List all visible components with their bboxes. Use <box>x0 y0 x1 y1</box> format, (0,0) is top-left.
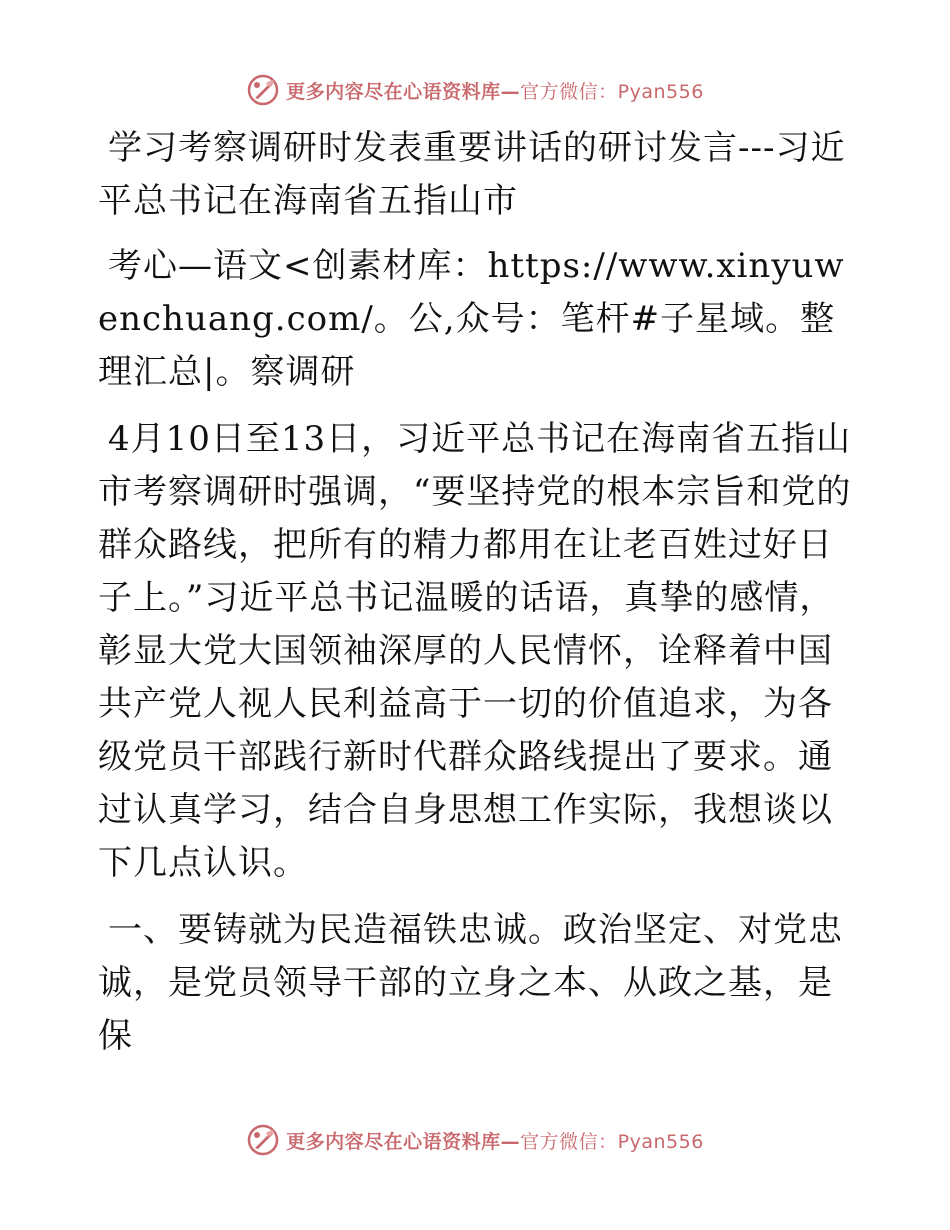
quill-pen-logo-icon <box>246 73 280 107</box>
paragraph-2-text: 一、要铸就为民造福铁忠诚。政治坚定、对党忠诚，是党员领导干部的立身之本、从政之基，是保 <box>98 910 843 1056</box>
document-title <box>98 122 858 228</box>
footer-banner-title: 更多内容尽在心语资料库 <box>286 1130 501 1153</box>
source-note-text: 考心—语文<创素材库：https://www.xinyuwenchuang.com/。公,众号：笔杆#子星域。整理汇总|。察调研 <box>98 246 845 392</box>
paragraph-2 <box>98 904 858 1063</box>
document-title-text: 学习考察调研时发表重要讲话的研讨发言---习近平总书记在海南省五指山市 <box>98 128 846 221</box>
footer-banner-separator: — <box>500 1130 521 1153</box>
header-banner-separator: — <box>500 80 521 103</box>
source-note <box>98 240 858 399</box>
paragraph-1 <box>98 413 858 890</box>
paragraph-1-text: 4月10日至13日，习近平总书记在海南省五指山市考察调研时强调，“要坚持党的根本宗旨和党的群众路线，把所有的精力都用在让老百姓过好日子上。”习近平总书记温暖的话语，真挚的感情，彰显大党大国领袖深厚的人民情怀，诠释着中国共产党人视人民利益高于一切的价值追求，为各级党员干部践行新时代群众路线提出了要求。通过认真学习，结合自身思想工作实际，我想谈以下几点认识。 <box>98 419 852 883</box>
quill-pen-logo-icon <box>246 1123 280 1157</box>
header-banner <box>0 70 950 110</box>
header-banner-wechat: 官方微信：Pyan556 <box>520 80 704 103</box>
header-banner-text <box>286 77 704 104</box>
footer-banner <box>0 1120 950 1160</box>
document-body <box>98 122 858 1077</box>
footer-banner-text <box>286 1127 704 1154</box>
footer-banner-wechat: 官方微信：Pyan556 <box>520 1130 704 1153</box>
header-banner-title: 更多内容尽在心语资料库 <box>286 80 501 103</box>
